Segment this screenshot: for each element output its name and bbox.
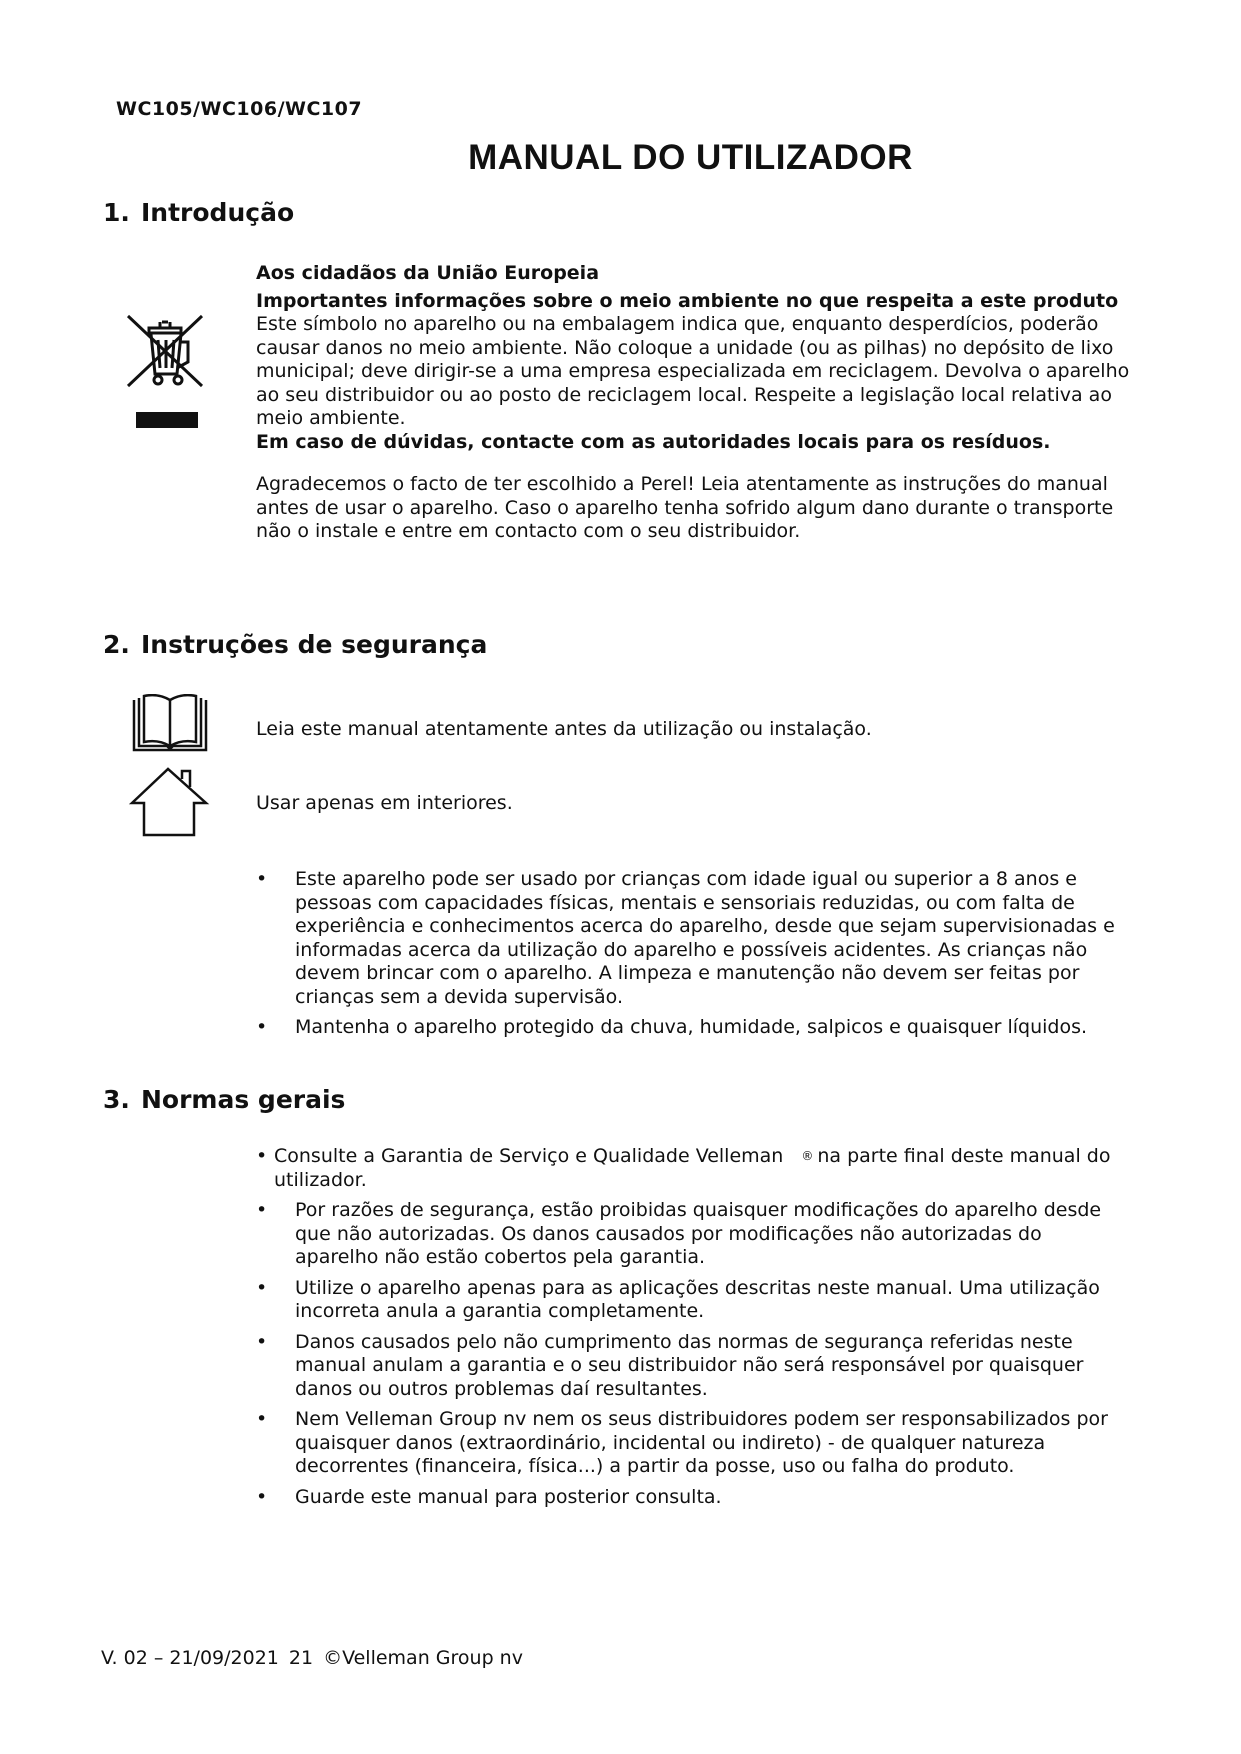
safety-bullets — [256, 868, 1124, 1047]
bullet-icon: • — [256, 1485, 268, 1508]
section-title: Introdução — [141, 198, 295, 227]
thanks-text: Agradecemos o facto de ter escolhido a Perel! Leia atentamente as instruções do manual antes de usar o aparelho. Caso o aparelho tenha sofrido algum dano durante o transporte não o instale e entre em contacto com o seu distribuidor. — [256, 473, 1114, 542]
env-text: Este símbolo no aparelho ou na embalagem indica que, enquanto desperdícios, poderão causar danos no meio ambiente. Não coloque a unidade (ou as pilhas) no depósito de lixo municipal; deve dirigir-se a uma empresa especializada em reciclagem. Devolva o aparelho ao seu distribuidor ou ao posto de reciclagem local. Respeite a legislação local relativa ao meio ambiente. — [256, 313, 1130, 429]
list-item: • Este aparelho pode ser usado por crianças com idade igual ou superior a 8 anos e pessoas com capacidades físicas, mentais e sensoriais reduzidas, ou com falta de experiência e conhecimentos acerca do aparelho, desde que sejam supervisionadas e informadas acerca da utilização do aparelho e possíveis acidentes. As crianças não devem brincar com o aparelho. A limpeza e manutenção não devem ser feitas por crianças sem a devida supervisão. — [256, 868, 1115, 1008]
list-item: • Por razões de segurança, estão proibidas quaisquer modificações do aparelho desde que não autorizadas. Os danos causados por modificações não autorizadas do aparelho não estão cobertos pela garantia. — [256, 1199, 1102, 1268]
section-title: Normas gerais — [141, 1085, 346, 1114]
bullet-icon: • — [256, 868, 268, 890]
list-item: • Consulte a Garantia de Serviço e Qualidade Velleman ® na parte final deste manual do utilizador. — [256, 1145, 1111, 1191]
section-heading-safety — [103, 630, 487, 659]
bullet-icon: • — [256, 1276, 268, 1299]
model-number: WC105/WC106/WC107 — [116, 98, 363, 120]
bullet-icon: • — [256, 1199, 268, 1221]
section-number: 3. — [103, 1085, 130, 1114]
section-heading-intro — [103, 198, 294, 227]
eu-notice — [256, 262, 1136, 544]
footer-version: V. 02 – 21/09/2021 — [101, 1647, 279, 1669]
read-manual-text: Leia este manual atentamente antes da utilização ou instalação. — [256, 718, 872, 740]
list-item: • Utilize o aparelho apenas para as aplicações descritas neste manual. Uma utilização incorreta anula a garantia completamente. — [256, 1276, 1100, 1322]
list-item: • Guarde este manual para posterior consulta. — [256, 1485, 722, 1508]
bullet-icon: • — [256, 1145, 268, 1167]
section-number: 2. — [103, 630, 130, 659]
page-title: MANUAL DO UTILIZADOR — [468, 138, 913, 177]
eu-title: Aos cidadãos da União Europeia — [256, 262, 600, 284]
general-bullets — [256, 1145, 1124, 1516]
section-number: 1. — [103, 198, 130, 227]
env-contact: Em caso de dúvidas, contacte com as autoridades locais para os resíduos. — [256, 430, 1051, 453]
env-title: Importantes informações sobre o meio ambiente no que respeita a este produto — [256, 289, 1119, 312]
footer-copyright: ©Velleman Group nv — [323, 1647, 523, 1669]
section-heading-general — [103, 1085, 345, 1114]
footer-page-number: 21 — [288, 1647, 314, 1669]
list-item: • Mantenha o aparelho protegido da chuva, humidade, salpicos e quaisquer líquidos. — [256, 1016, 1088, 1038]
list-item: • Nem Velleman Group nv nem os seus distribuidores podem ser responsabilizados por quaisquer danos (extraordinário, incidental ou indireto) - de qualquer natureza decorrentes (financeira, física...) a partir da posse, uso ou falha do produto. — [256, 1408, 1108, 1477]
weee-bin-icon — [122, 312, 212, 432]
bullet-icon: • — [256, 1016, 268, 1038]
book-icon — [130, 694, 210, 754]
bullet-icon: • — [256, 1408, 268, 1430]
page-footer — [101, 1647, 533, 1669]
list-item: • Danos causados pelo não cumprimento das normas de segurança referidas neste manual anulam a garantia e o seu distribuidor não será responsável por quaisquer danos ou outros problemas daí resultantes. — [256, 1330, 1084, 1400]
house-icon — [128, 765, 212, 837]
registered-mark: ® — [801, 1149, 814, 1163]
bullet-icon: • — [256, 1330, 268, 1353]
indoor-text: Usar apenas em interiores. — [256, 792, 513, 814]
section-title: Instruções de segurança — [141, 630, 488, 659]
